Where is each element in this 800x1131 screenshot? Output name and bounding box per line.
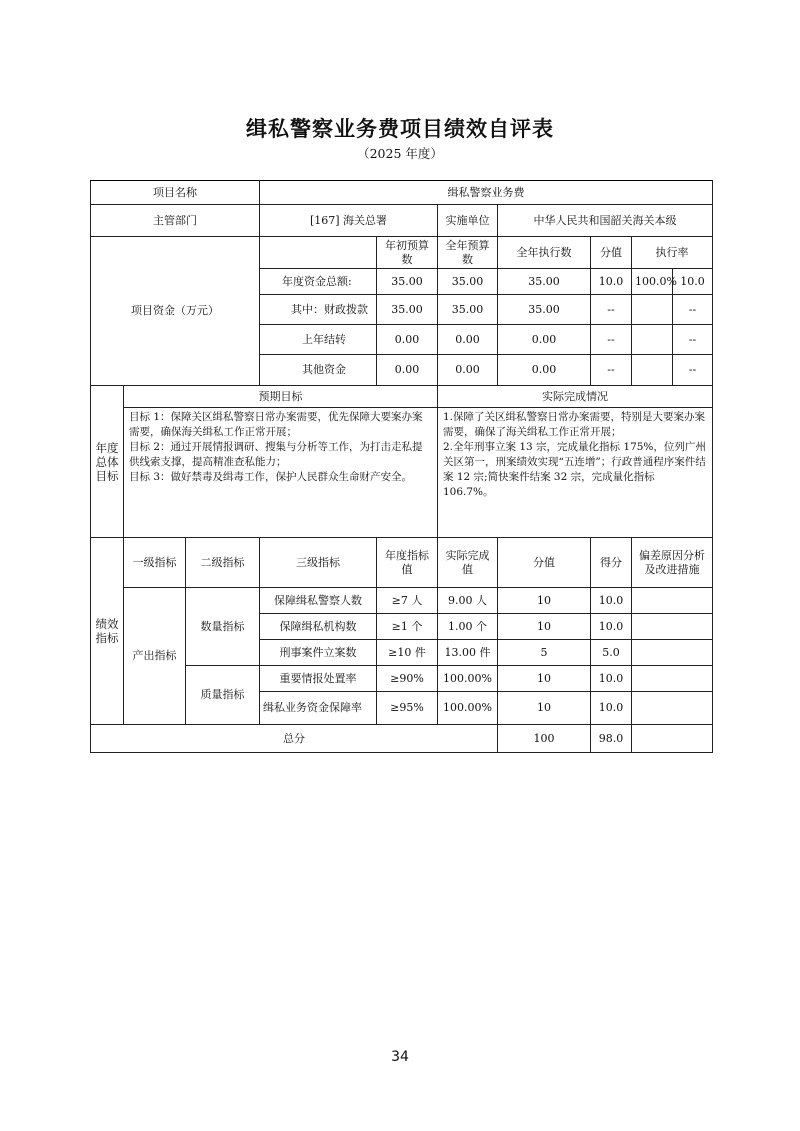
ind-level1-name: 产出指标	[124, 588, 186, 725]
funds-header-score-value: 分值	[591, 237, 632, 269]
total-score: 98.0	[591, 725, 632, 753]
total-label: 总分	[91, 725, 498, 753]
impl-unit-label: 实施单位	[438, 205, 498, 237]
ind-header-actual: 实际完成值	[438, 538, 498, 588]
ind-row-target: ≥1 个	[377, 614, 438, 640]
funds-row-score: 10.0	[673, 269, 713, 295]
funds-row-initial: 0.00	[377, 325, 438, 355]
ind-group-name: 数量指标	[186, 588, 260, 666]
funds-row-initial: 35.00	[377, 269, 438, 295]
funds-row-score-value: --	[591, 325, 632, 355]
project-name-label: 项目名称	[91, 181, 260, 205]
page-subtitle: （2025 年度）	[357, 146, 443, 161]
ind-row-actual: 1.00 个	[438, 614, 498, 640]
funds-row-rate: 100.0%	[632, 269, 673, 295]
project-name-row	[91, 181, 713, 205]
goals-actual-text: 1.保障了关区缉私警察日常办案需要，特别是大要案办案需要，确保了海关缉私工作正常开展； 2.全年刑事立案 13 宗，完成量化指标 175%，位列广州关区第一，刑案绩效实现“五连增”；行政普通程序案件结案 12 宗;简快案件结案 32 宗，完成量化指标 106.7%。	[438, 408, 713, 538]
indicator-row	[91, 588, 713, 614]
funds-header-initial: 年初预算数	[377, 237, 438, 269]
ind-row-score: 10.0	[591, 588, 632, 614]
ind-row-score: 10.0	[591, 692, 632, 725]
ind-row-score-value: 10	[498, 692, 591, 725]
ind-header-score-value: 分值	[498, 538, 591, 588]
funds-row-label: 其中：财政拨款	[260, 295, 377, 325]
ind-row-name: 刑事案件立案数	[260, 640, 377, 666]
ind-row-actual: 100.00%	[438, 666, 498, 692]
total-row	[91, 725, 713, 753]
ind-row-name: 重要情报处置率	[260, 666, 377, 692]
goals-header-row	[91, 386, 713, 408]
goals-actual-header: 实际完成情况	[438, 386, 713, 408]
funds-row-executed: 0.00	[498, 325, 591, 355]
funds-header-full-year: 全年预算数	[438, 237, 498, 269]
funds-row-rate	[632, 325, 673, 355]
funds-row-rate	[632, 355, 673, 386]
goals-expected-header: 预期目标	[124, 386, 438, 408]
funds-row-full-year: 35.00	[438, 295, 498, 325]
ind-row-actual: 100.00%	[438, 692, 498, 725]
ind-row-score: 10.0	[591, 614, 632, 640]
total-score-value: 100	[498, 725, 591, 753]
ind-row-target: ≥95%	[377, 692, 438, 725]
ind-header-level3: 三级指标	[260, 538, 377, 588]
page-number: 34	[391, 1049, 409, 1065]
funds-row-rate	[632, 295, 673, 325]
funds-row-score-value: --	[591, 355, 632, 386]
funds-row-initial: 35.00	[377, 295, 438, 325]
total-blank	[632, 725, 713, 753]
indicators-header-row	[91, 538, 713, 588]
ind-header-level1: 一级指标	[124, 538, 186, 588]
ind-row-score-value: 10	[498, 588, 591, 614]
funds-row-score: --	[673, 355, 713, 386]
ind-row-score-value: 10	[498, 614, 591, 640]
funds-row-score-value: --	[591, 295, 632, 325]
impl-unit-value: 中华人民共和国韶关海关本级	[498, 205, 713, 237]
ind-row-name: 保障缉私机构数	[260, 614, 377, 640]
department-value: [167] 海关总署	[260, 205, 438, 237]
funds-row-score: --	[673, 325, 713, 355]
department-label: 主管部门	[91, 205, 260, 237]
ind-row-name: 缉私业务资金保障率	[260, 692, 377, 725]
ind-row-target: ≥90%	[377, 666, 438, 692]
funds-row-score-value: 10.0	[591, 269, 632, 295]
page-title: 缉私警察业务费项目绩效自评表	[246, 117, 554, 141]
funds-row-label: 其他资金	[260, 355, 377, 386]
ind-row-name: 保障缉私警察人数	[260, 588, 377, 614]
ind-row-score: 5.0	[591, 640, 632, 666]
funds-row-full-year: 35.00	[438, 269, 498, 295]
ind-group-name: 质量指标	[186, 666, 260, 725]
funds-row-label: 上年结转	[260, 325, 377, 355]
funds-header-blank	[260, 237, 377, 269]
ind-row-deviation	[632, 666, 713, 692]
ind-row-deviation	[632, 692, 713, 725]
indicators-label: 绩效指标	[91, 538, 124, 725]
project-name-value: 缉私警察业务费	[260, 181, 713, 205]
funds-row-full-year: 0.00	[438, 325, 498, 355]
ind-row-target: ≥7 人	[377, 588, 438, 614]
ind-row-score-value: 10	[498, 666, 591, 692]
funds-row-full-year: 0.00	[438, 355, 498, 386]
funds-row-label: 年度资金总额:	[260, 269, 377, 295]
goals-expected-text: 目标 1：保障关区缉私警察日常办案需要，优先保障大要案办案需要，确保海关缉私工作正常开展； 目标 2：通过开展情报调研、搜集与分析等工作，为打击走私提供线索支撑，提高精准查私能力； 目标 3：做好禁毒及缉毒工作，保护人民群众生命财产安全。	[124, 408, 438, 538]
funds-row-initial: 0.00	[377, 355, 438, 386]
ind-row-deviation	[632, 614, 713, 640]
ind-row-deviation	[632, 588, 713, 614]
funds-row-score: --	[673, 295, 713, 325]
ind-row-actual: 13.00 件	[438, 640, 498, 666]
funds-header-row	[91, 237, 713, 269]
ind-row-score-value: 5	[498, 640, 591, 666]
performance-table	[90, 180, 713, 753]
ind-row-score: 10.0	[591, 666, 632, 692]
department-row	[91, 205, 713, 237]
funds-label: 项目资金（万元）	[91, 237, 260, 386]
ind-row-target: ≥10 件	[377, 640, 438, 666]
funds-row-executed: 35.00	[498, 269, 591, 295]
ind-header-deviation: 偏差原因分析及改进措施	[632, 538, 713, 588]
goals-content-row	[91, 408, 713, 538]
goals-label: 年度总体目标	[91, 386, 124, 538]
funds-row-executed: 35.00	[498, 295, 591, 325]
ind-header-level2: 二级指标	[186, 538, 260, 588]
ind-header-target: 年度指标值	[377, 538, 438, 588]
ind-row-deviation	[632, 640, 713, 666]
funds-header-executed: 全年执行数	[498, 237, 591, 269]
funds-row-executed: 0.00	[498, 355, 591, 386]
ind-row-actual: 9.00 人	[438, 588, 498, 614]
ind-header-score: 得分	[591, 538, 632, 588]
funds-header-rate: 执行率	[632, 237, 713, 269]
